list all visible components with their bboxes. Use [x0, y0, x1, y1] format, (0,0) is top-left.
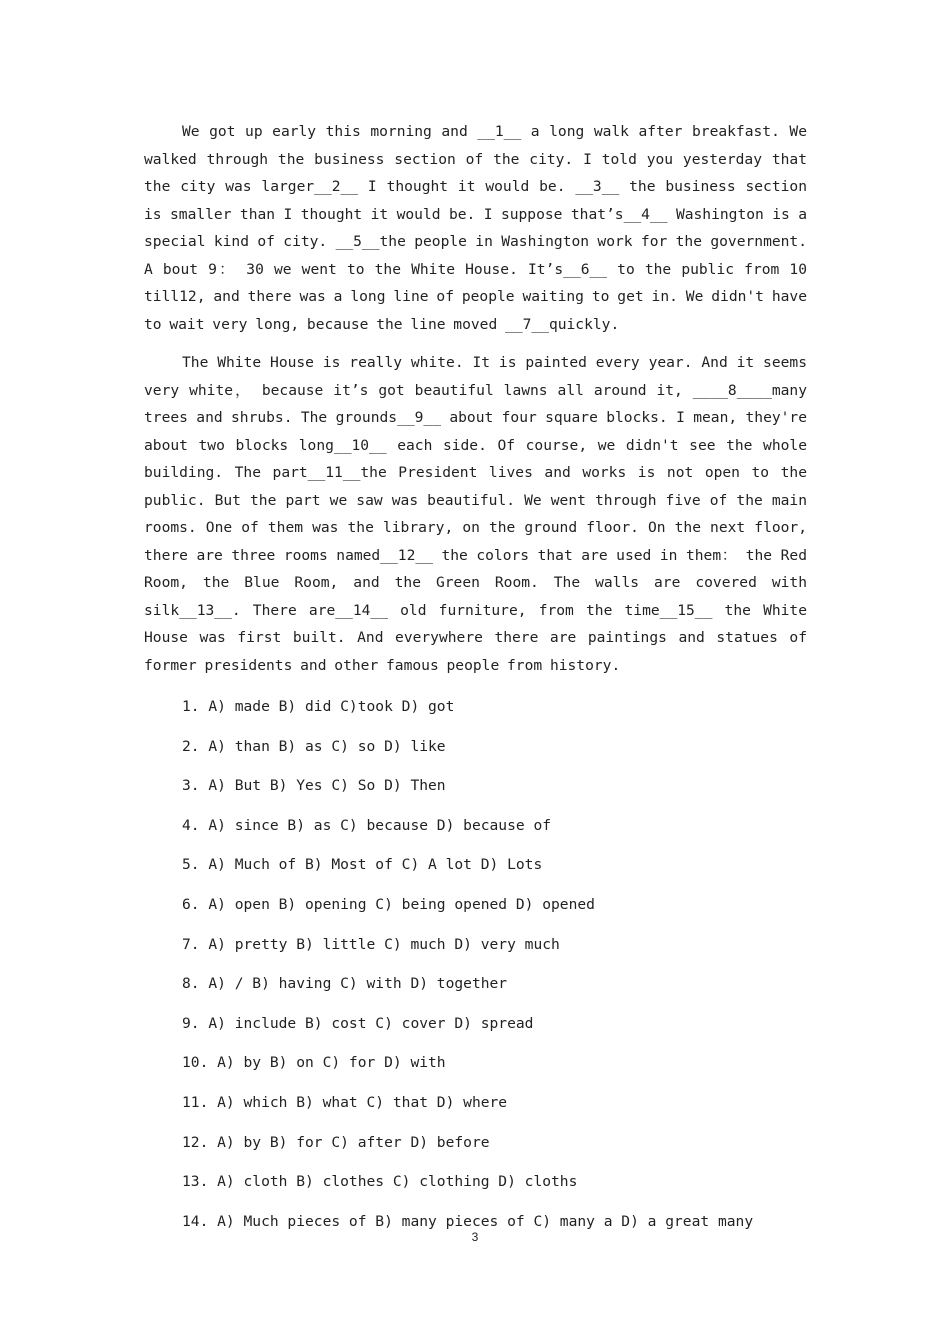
question-item: 11. A) which B) what C) that D) where — [182, 1093, 508, 1111]
question-item: 7. A) pretty B) little C) much D) very much — [182, 935, 560, 953]
question-item: 14. A) Much pieces of B) many pieces of C) many a D) a great many — [182, 1212, 754, 1230]
question-item: 13. A) cloth B) clothes C) clothing D) cloths — [182, 1173, 578, 1191]
question-item: 5. A) Much of B) Most of C) A lot D) Lots — [182, 856, 543, 874]
question-item: 9. A) include B) cost C) cover D) spread — [182, 1014, 534, 1032]
passage-paragraph-1: We got up early this morning and __1__ a long walk after breakfast. We walked through the business section of the city. I told you yesterday that the city was larger__2__ I thought it would be. __3__ the business section is smaller than I thought it would be. I suppose that’s__4__ Washington is a special kind of city. __5__the people in Washington work for the government. A bout 9： 30 we went to the White House. It’s__6__ to the public from 10 till12, and there was a long line of people waiting to get in. We didn't have to wait very long, because the line moved __7__quickly. — [144, 123, 807, 333]
question-item: 8. A) / B) having C) with D) together — [182, 975, 508, 993]
page-number: 3 — [471, 1230, 479, 1244]
question-item: 12. A) by B) for C) after D) before — [182, 1133, 490, 1151]
question-item: 10. A) by B) on C) for D) with — [182, 1054, 446, 1072]
question-item: 2. A) than B) as C) so D) like — [182, 737, 446, 755]
question-item: 1. A) made B) did C)took D) got — [182, 698, 455, 715]
document-page — [144, 118, 807, 1247]
question-list — [144, 693, 807, 1247]
question-item: 3. A) But B) Yes C) So D) Then — [182, 777, 446, 795]
passage-paragraph-2: The White House is really white. It is painted every year. And it seems very white， because it’s got beautiful lawns all around it, ____8____many trees and shrubs. The grounds__9__ about four square blocks. I mean, they're about two blocks long__10__ each side. Of course, we didn't see the whole building. The part__11__the President lives and works is not open to the public. But the part we saw was beautiful. We went through five of the main rooms. One of them was the library, on the ground floor. On the next floor, there are three rooms named__12__ the colors that are used in them： the Red Room, the Blue Room, and the Green Room. The walls are covered with silk__13__. There are__14__ old furniture, from the time__15__ the White House was first built. And everywhere there are paintings and statues of former presidents and other famous people from history. — [144, 354, 807, 674]
question-item: 4. A) since B) as C) because D) because of — [182, 816, 552, 834]
question-item: 6. A) open B) opening C) being opened D) opened — [182, 895, 595, 913]
